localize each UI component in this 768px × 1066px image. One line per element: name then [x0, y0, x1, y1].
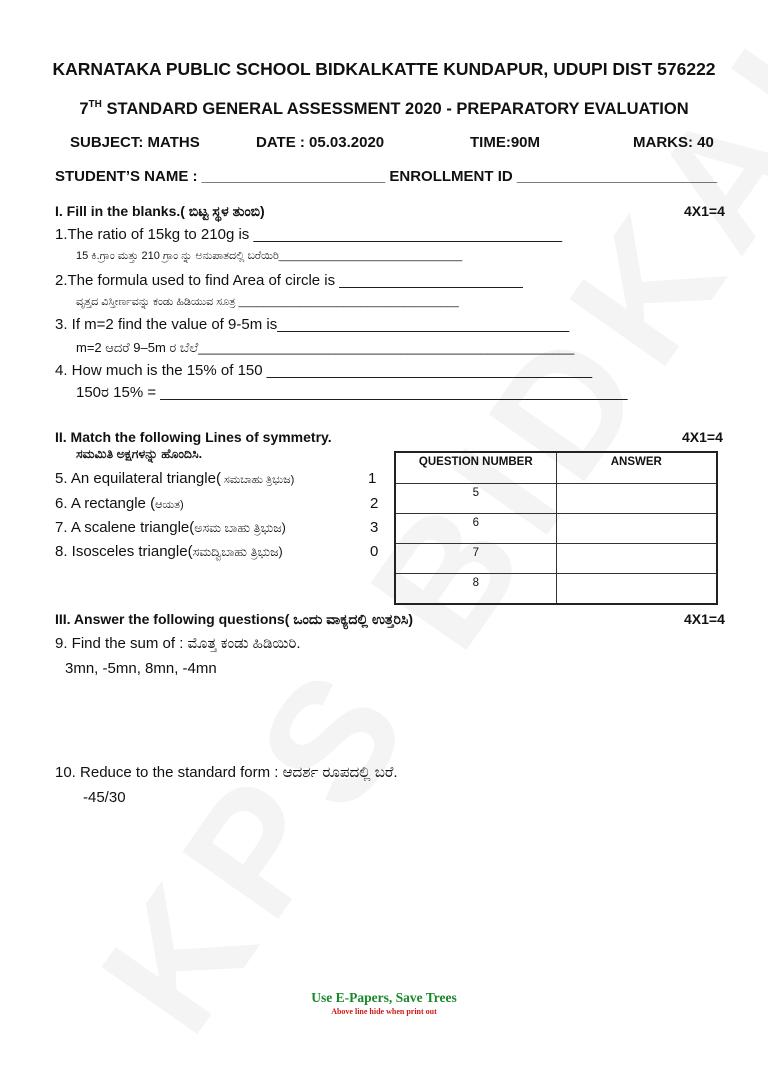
- column-header-question-number: QUESTION NUMBER: [395, 452, 556, 484]
- answer-cell[interactable]: [556, 514, 717, 544]
- match-item-7: 7. A scalene triangle(ಅಸಮ ಬಾಹು ತ್ರಿಭುಜ): [55, 519, 286, 536]
- question-2: 2.The formula used to find Area of circle is ______________________: [55, 272, 523, 289]
- section3-marks: 4X1=4: [684, 611, 725, 627]
- match-item-5: 5. An equilateral triangle( ಸಮಬಾಹು ತ್ರಿಭುಜ): [55, 470, 295, 487]
- exam-grade-suffix: TH: [88, 99, 102, 110]
- question-3-kannada: m=2 ಆದರೆ 9–5m ರ ಬೆಲೆ____________________________________________________: [76, 340, 575, 355]
- question-number-cell: 6: [395, 514, 556, 544]
- subject-label: SUBJECT: MATHS: [70, 134, 200, 151]
- match-value-0: 0: [370, 543, 379, 560]
- school-title: KARNATAKA PUBLIC SCHOOL BIDKALKATTE KUNDAPUR, UDUPI DIST 576222: [52, 59, 716, 79]
- section2-title-kannada: ಸಮಮಿತಿ ಅಕ್ಷಗಳನ್ನು ಹೊಂದಿಸಿ.: [76, 447, 203, 461]
- match-item-8: 8. Isosceles triangle(ಸಮದ್ವಿಬಾಹು ತ್ರಿಭುಜ): [55, 543, 283, 560]
- exam-title-text: STANDARD GENERAL ASSESSMENT 2020 - PREPARATORY EVALUATION: [101, 100, 689, 118]
- match-value-2: 2: [370, 495, 379, 512]
- question-2-kannada: ವೃತ್ತದ ವಿಸ್ತೀರ್ಣವನ್ನು ಕಂಡು ಹಿಡಿಯುವ ಸೂತ್ರ ____________________________________: [76, 296, 459, 308]
- exam-title: [0, 99, 768, 119]
- match-value-1: 1: [368, 470, 377, 487]
- question-3: 3. If m=2 find the value of 9-5m is___________________________________: [55, 316, 570, 333]
- question-number-cell: 5: [395, 484, 556, 514]
- match-value-3: 3: [370, 519, 379, 536]
- time-label: TIME:90M: [470, 134, 541, 151]
- marks-label: MARKS: 40: [633, 134, 714, 151]
- question-1-kannada: 15 ಕಿ.ಗ್ರಾಂ ಮತ್ತು 210 ಗ್ರಾಂ ನ್ನು ಅನುಪಾತದಲ್ಲಿ ಬರೆಯಿರಿ______________________________: [76, 250, 463, 262]
- question-4: 4. How much is the 15% of 150 _______________________________________: [55, 362, 593, 379]
- answer-table-header: [395, 452, 717, 484]
- question-1: 1.The ratio of 15kg to 210g is _____________________________________: [55, 226, 563, 243]
- section2-title: II. Match the following Lines of symmetry.: [55, 429, 332, 445]
- section3-title: III. Answer the following questions( ಒಂದು ವಾಕ್ಯದಲ್ಲಿ ಉತ್ತರಿಸಿ): [55, 611, 414, 627]
- exam-grade: 7: [79, 100, 89, 118]
- question-4-kannada: 150ರ 15% = ________________________________________________________: [76, 384, 628, 401]
- answer-cell[interactable]: [556, 544, 717, 574]
- answer-cell[interactable]: [556, 574, 717, 605]
- table-row: [395, 514, 717, 544]
- section2-marks: 4X1=4: [682, 429, 723, 445]
- question-number-cell: 7: [395, 544, 556, 574]
- question-number-cell: 8: [395, 574, 556, 605]
- match-item-6: 6. A rectangle (ಆಯತ): [55, 495, 184, 512]
- section1-title: I. Fill in the blanks.( ಬಿಟ್ಟ ಸ್ಥಳ ತುಂಬಿ): [55, 203, 265, 219]
- question-10: 10. Reduce to the standard form : ಆದರ್ಶ ರೂಪದಲ್ಲಿ ಬರೆ.: [55, 764, 398, 781]
- table-row: [395, 574, 717, 605]
- question-9-expression: 3mn, -5mn, 8mn, -4mn: [65, 660, 217, 677]
- footer-note: Above line hide when print out: [331, 1007, 437, 1016]
- column-header-answer: ANSWER: [556, 452, 717, 484]
- student-name-line: STUDENT’S NAME : ______________________ ENROLLMENT ID ________________________: [55, 168, 718, 185]
- date-label: DATE : 05.03.2020: [256, 134, 385, 151]
- answer-cell[interactable]: [556, 484, 717, 514]
- table-row: [395, 544, 717, 574]
- footer-slogan: Use E-Papers, Save Trees: [311, 990, 457, 1005]
- question-9: 9. Find the sum of : ಮೊತ್ತ ಕಂಡು ಹಿಡಿಯಿರಿ.: [55, 635, 301, 652]
- table-row: [395, 484, 717, 514]
- section1-marks: 4X1=4: [684, 203, 725, 219]
- question-10-expression: -45/30: [83, 789, 126, 806]
- answer-table: [394, 451, 718, 605]
